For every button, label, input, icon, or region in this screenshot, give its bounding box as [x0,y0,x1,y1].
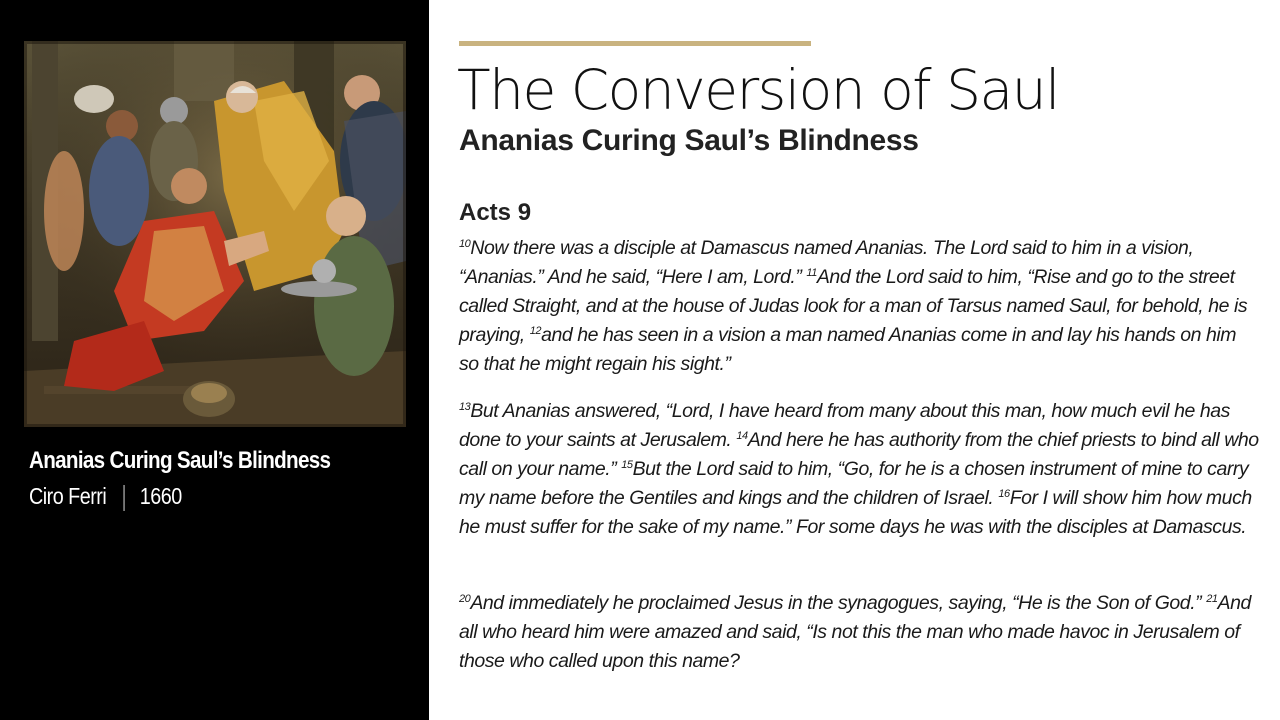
accent-rule [459,41,811,46]
verse-number: 20 [459,593,471,605]
artwork-credit [29,483,182,511]
verse-text: And the Lord said to him, “Rise and go to the street called Straight, and at the house of Judas look for a man of Tarsus named Saul, for behold, he is praying, [459,266,1248,346]
verse-text: But the Lord said to him, “Go, for he is a chosen instrument of mine to carry my name before the Gentiles and kings and the children of Israel. [459,458,1249,509]
artist-name: Ciro Ferri [29,483,107,509]
scripture-reference: Acts 9 [459,199,532,226]
verse-text: And immediately he proclaimed Jesus in the synagogues, saying, “He is the Son of God.” [470,592,1207,614]
verse-text: and he has seen in a vision a man named Ananias come in and lay his hands on him so that he might regain his sight.” [459,324,1237,375]
painting-image [24,41,406,427]
artwork-year: 1660 [139,483,182,509]
verse-text: Now there was a disciple at Damascus named Ananias. The Lord said to him in a vision, “Ananias.” And he said, “Here I am, Lord.” [459,237,1194,288]
credit-divider [123,485,124,511]
slide-title: The Conversion of Saul [457,58,1059,122]
passage-paragraph [459,234,1259,379]
artwork-caption-title: Ananias Curing Saul’s Blindness [29,447,331,474]
painting-illustration [24,41,406,427]
passage-paragraph [459,397,1259,542]
verse-number: 11 [806,267,817,279]
passage-paragraph [459,589,1259,676]
verse-text: For I will show him how much he must suffer for the sake of my name.” For some days he was with the disciples at Damascus. [459,487,1252,538]
verse-number: 16 [998,488,1010,500]
left-panel [0,0,429,720]
verse-number: 15 [621,459,633,471]
verse-number: 14 [736,430,748,442]
slide-subtitle: Ananias Curing Saul’s Blindness [459,124,919,157]
verse-text: And all who heard him were amazed and said, “Is not this the man who made havoc in Jerusalem of those who called upon this name? [459,592,1251,672]
verse-number: 12 [529,325,542,337]
verse-number: 13 [459,401,471,413]
verse-text: And here he has authority from the chief priests to bind all who call on your name.” [459,429,1259,480]
verse-number: 10 [459,238,471,250]
verse-text: But Ananias answered, “Lord, I have heard from many about this man, how much evil he has done to your saints at Jerusalem. [459,400,1230,451]
verse-number: 21 [1206,593,1218,605]
